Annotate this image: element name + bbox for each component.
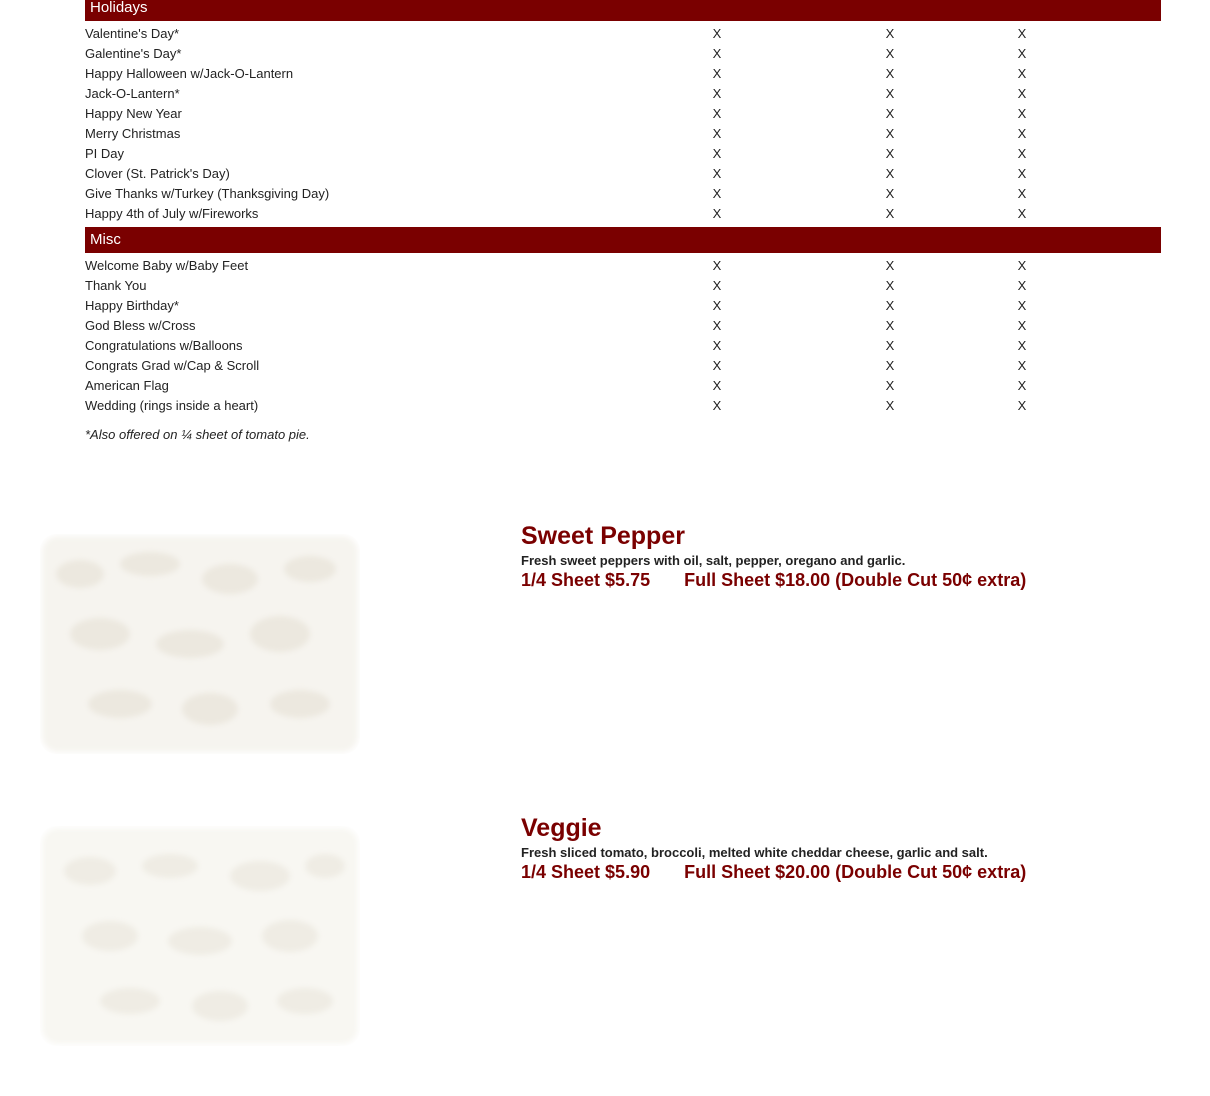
mark: X: [885, 186, 895, 201]
table-row: [85, 164, 1161, 184]
mark: X: [712, 206, 722, 221]
mark: X: [712, 298, 722, 313]
mark: X: [885, 66, 895, 81]
product-veggie: [521, 814, 1161, 882]
mark: X: [1017, 298, 1027, 313]
mark: X: [885, 206, 895, 221]
product-sweet-pepper: [521, 522, 1161, 590]
row-label: Give Thanks w/Turkey (Thanksgiving Day): [85, 186, 330, 201]
mark: X: [1017, 146, 1027, 161]
table-row: [85, 184, 1161, 204]
sweet-pepper-pizza-image: [40, 534, 360, 754]
mark: X: [1017, 26, 1027, 41]
row-label: Happy Halloween w/Jack-O-Lantern: [85, 66, 294, 81]
pizza-sheet-image: [40, 826, 360, 1046]
table-row: [85, 104, 1161, 124]
mark: X: [1017, 166, 1027, 181]
section-rows-holidays: [85, 21, 1161, 227]
pizza-sheet-image: [40, 534, 360, 754]
mark: X: [1017, 258, 1027, 273]
table-row: [85, 24, 1161, 44]
mark: X: [885, 26, 895, 41]
mark: X: [712, 46, 722, 61]
table-row: [85, 144, 1161, 164]
section-rows-misc: [85, 253, 1161, 419]
mark: X: [885, 166, 895, 181]
mark: X: [1017, 278, 1027, 293]
table-row: [85, 276, 1161, 296]
mark: X: [885, 146, 895, 161]
table-row: [85, 84, 1161, 104]
price-quarter-sheet: 1/4 Sheet $5.90: [521, 862, 651, 882]
table-row: [85, 256, 1161, 276]
row-label: God Bless w/Cross: [85, 318, 196, 333]
row-label: PI Day: [85, 146, 125, 161]
section-header-holidays: Holidays: [85, 0, 1161, 21]
mark: X: [885, 86, 895, 101]
mark: X: [885, 358, 895, 373]
mark: X: [712, 338, 722, 353]
mark: X: [1017, 126, 1027, 141]
table-row: [85, 396, 1161, 416]
table-row: [85, 356, 1161, 376]
mark: X: [712, 126, 722, 141]
mark: X: [712, 26, 722, 41]
product-description: Fresh sweet peppers with oil, salt, pepper, oregano and garlic.: [521, 553, 906, 568]
mark: X: [885, 278, 895, 293]
mark: X: [885, 258, 895, 273]
mark: X: [712, 258, 722, 273]
mark: X: [712, 358, 722, 373]
options-table: [85, 0, 1161, 419]
price-full-sheet: Full Sheet $20.00 (Double Cut 50¢ extra): [684, 862, 1027, 882]
product-title: Sweet Pepper: [521, 522, 685, 550]
mark: X: [1017, 106, 1027, 121]
table-row: [85, 204, 1161, 224]
price-full-sheet: Full Sheet $18.00 (Double Cut 50¢ extra): [684, 570, 1027, 590]
mark: X: [1017, 338, 1027, 353]
veggie-pizza-image: [40, 826, 360, 1046]
row-label: Valentine's Day*: [85, 26, 180, 41]
table-row: [85, 44, 1161, 64]
row-label: Clover (St. Patrick's Day): [85, 166, 230, 181]
row-label: Congratulations w/Balloons: [85, 338, 243, 353]
mark: X: [1017, 398, 1027, 413]
mark: X: [712, 86, 722, 101]
table-row: [85, 336, 1161, 356]
mark: X: [712, 146, 722, 161]
row-label: Galentine's Day*: [85, 46, 182, 61]
row-label: Congrats Grad w/Cap & Scroll: [85, 358, 260, 373]
table-row: [85, 316, 1161, 336]
row-label: Happy 4th of July w/Fireworks: [85, 206, 259, 221]
row-label: Happy Birthday*: [85, 298, 179, 313]
row-label: Merry Christmas: [85, 126, 181, 141]
row-label: Jack-O-Lantern*: [85, 86, 180, 101]
mark: X: [1017, 86, 1027, 101]
mark: X: [1017, 46, 1027, 61]
mark: X: [885, 318, 895, 333]
mark: X: [885, 106, 895, 121]
mark: X: [712, 186, 722, 201]
mark: X: [712, 166, 722, 181]
price-quarter-sheet: 1/4 Sheet $5.75: [521, 570, 651, 590]
row-label: Happy New Year: [85, 106, 182, 121]
section-header-misc: Misc: [85, 227, 1161, 253]
mark: X: [1017, 186, 1027, 201]
mark: X: [712, 278, 722, 293]
table-row: [85, 64, 1161, 84]
mark: X: [885, 338, 895, 353]
table-row: [85, 296, 1161, 316]
product-title: Veggie: [521, 814, 602, 842]
mark: X: [712, 398, 722, 413]
footnote: *Also offered on ¼ sheet of tomato pie.: [85, 427, 310, 442]
mark: X: [1017, 66, 1027, 81]
table-row: [85, 124, 1161, 144]
mark: X: [885, 398, 895, 413]
mark: X: [712, 318, 722, 333]
product-prices: [521, 570, 1161, 590]
mark: X: [1017, 378, 1027, 393]
mark: X: [1017, 318, 1027, 333]
mark: X: [712, 378, 722, 393]
product-description: Fresh sliced tomato, broccoli, melted white cheddar cheese, garlic and salt.: [521, 845, 988, 860]
row-label: American Flag: [85, 378, 169, 393]
product-prices: [521, 862, 1161, 882]
mark: X: [712, 66, 722, 81]
mark: X: [885, 378, 895, 393]
row-label: Thank You: [85, 278, 147, 293]
table-row: [85, 376, 1161, 396]
mark: X: [885, 126, 895, 141]
row-label: Welcome Baby w/Baby Feet: [85, 258, 249, 273]
mark: X: [885, 298, 895, 313]
mark: X: [885, 46, 895, 61]
mark: X: [1017, 206, 1027, 221]
row-label: Wedding (rings inside a heart): [85, 398, 259, 413]
mark: X: [1017, 358, 1027, 373]
mark: X: [712, 106, 722, 121]
